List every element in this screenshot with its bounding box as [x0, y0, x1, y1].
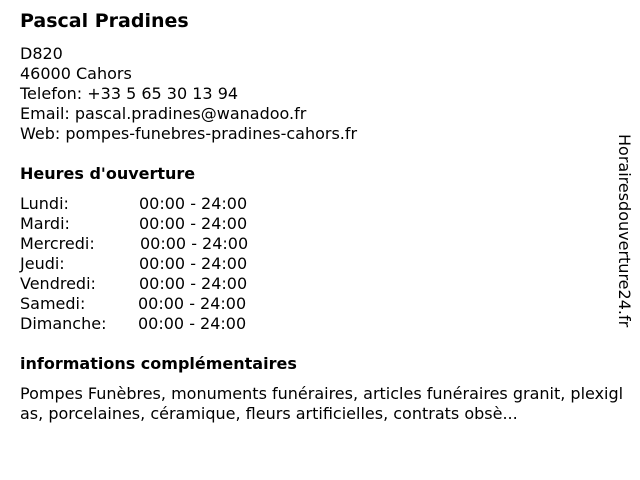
hours-day: Lundi:: [20, 194, 69, 213]
web-line: [20, 124, 357, 144]
hours-day: Samedi:: [20, 294, 86, 313]
opening-hours-title: Heures d'ouverture: [20, 164, 196, 183]
hours-time: 00:00 - 24:00: [138, 294, 247, 313]
web-label: Web:: [20, 124, 61, 143]
city-address: 46000 Cahors: [20, 64, 132, 83]
hours-time: 00:00 - 24:00: [139, 254, 248, 273]
brand-watermark: Horairesdouverture24.fr: [615, 134, 634, 328]
hours-day: Jeudi:: [20, 254, 65, 273]
additional-info-text: Pompes Funèbres, monuments funéraires, articles funéraires granit, plexiglas, porcelaines, céramique, fleurs artificielles, contrats obsè...: [20, 384, 624, 423]
hours-time: 00:00 - 24:00: [139, 194, 248, 213]
hours-day: Mardi:: [20, 214, 70, 233]
hours-time: 00:00 - 24:00: [138, 314, 247, 333]
email-line: [20, 104, 306, 124]
hours-time: 00:00 - 24:00: [139, 214, 248, 233]
phone-line: [20, 84, 238, 104]
phone-label: Telefon:: [20, 84, 83, 103]
hours-day: Mercredi:: [20, 234, 95, 253]
phone-number-link[interactable]: +33 5 65 30 13 94: [87, 84, 239, 103]
email-link[interactable]: pascal.pradines@wanadoo.fr: [74, 104, 307, 123]
hours-time: 00:00 - 24:00: [139, 274, 248, 293]
additional-info-title: informations complémentaires: [20, 354, 297, 373]
business-name: Pascal Pradines: [20, 10, 189, 32]
email-label: Email:: [20, 104, 70, 123]
hours-day: Dimanche:: [20, 314, 107, 333]
hours-time: 00:00 - 24:00: [140, 234, 249, 253]
hours-day: Vendredi:: [20, 274, 96, 293]
website-link[interactable]: pompes-funebres-pradines-cahors.fr: [65, 124, 358, 143]
street-address: D820: [20, 44, 63, 63]
